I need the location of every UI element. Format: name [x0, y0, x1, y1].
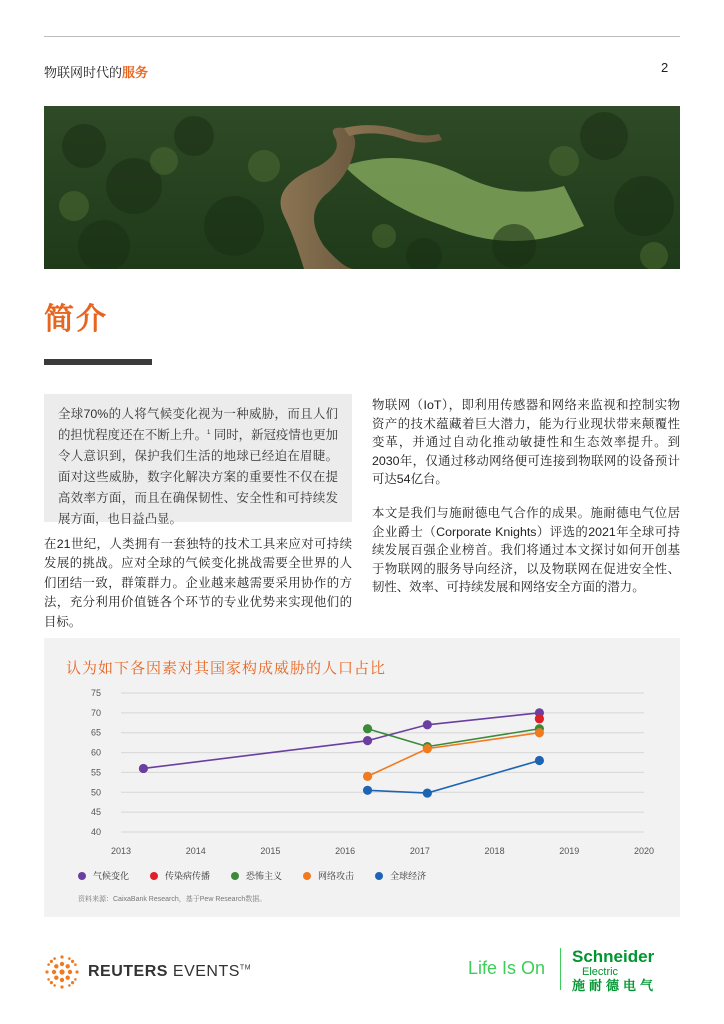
- electric-wordmark: Electric: [582, 966, 619, 978]
- legend-label: 气候变化: [93, 871, 130, 881]
- chart-panel: [44, 638, 680, 917]
- reuters-wordmark-bold: REUTERS: [88, 963, 168, 980]
- top-rule: [44, 36, 680, 37]
- series-line: [368, 733, 540, 777]
- callout-text-b: 同时，新冠疫情也更加令人意识到，保护我们生活的地球已经迫在眉睫。面对这些威胁，数字化解决方案的重要性不仅在提高效率方面，而且在确保韧性、安全性和可持续发展方面，也日益凸显。: [58, 428, 339, 526]
- chart-title: 认为如下各因素对其国家构成威胁的人口占比: [66, 660, 387, 677]
- y-tick-label: 55: [91, 767, 102, 778]
- hero-image-river-forest: [44, 106, 680, 269]
- x-tick-label: 2013: [110, 846, 132, 856]
- y-tick-label: 40: [91, 827, 102, 837]
- intro-callout-box: [44, 394, 352, 526]
- legend-swatch: [150, 872, 158, 880]
- data-point: [535, 728, 544, 737]
- chart-source: 资料来源：CaixaBank Research，基于Pew Research数据。: [78, 896, 267, 903]
- y-tick-label: 65: [91, 727, 102, 738]
- legend-swatch: [303, 872, 311, 880]
- page-number: 2: [661, 60, 669, 75]
- y-tick-label: 50: [91, 787, 102, 798]
- legend-swatch: [231, 872, 239, 880]
- data-point: [535, 756, 544, 765]
- data-point: [363, 786, 372, 795]
- legend-label: 恐怖主义: [246, 871, 283, 881]
- legend-item: [303, 869, 354, 882]
- y-tick-label: 75: [91, 688, 102, 698]
- callout-text-a: 全球70%的人将气候变化视为一种威胁，而且人们的担忧程度还在不断上升。: [58, 407, 338, 442]
- reuters-events-wordmark: [88, 963, 251, 981]
- legend-label: 传染病传播: [165, 871, 211, 881]
- y-tick-label: 45: [91, 807, 102, 818]
- footnote-ref: 1: [207, 429, 211, 436]
- x-tick-label: 2018: [484, 846, 505, 856]
- x-tick-label: 2017: [409, 846, 430, 856]
- series-line: [368, 729, 540, 747]
- data-point: [423, 744, 432, 753]
- legend-item: [231, 869, 282, 882]
- body-paragraph-right-2: 本文是我们与施耐德电气合作的成果。施耐德电气位居企业爵士（Corporate Knights）评选的2021年全球可持续发展百强企业榜首。我们将通过本文探讨如何开创基于物联网的服务导向经济，以及物联网在促进安全性、韧性、效率、可持续发展和网络安全方面的潜力。: [372, 506, 680, 595]
- legend-swatch: [375, 872, 383, 880]
- section-title: 简介: [44, 303, 108, 336]
- x-tick-label: 2020: [633, 846, 655, 856]
- data-point: [363, 772, 372, 781]
- schneider-electric-logo: [572, 948, 672, 994]
- legend-item: [375, 869, 426, 882]
- body-paragraph-right-1: 物联网（IoT），即利用传感器和网络来监视和控制实物资产的技术蕴藏着巨大潜力，能为行业现状带来颠覆性变革，并通过自动化推动敏捷性和生态效率提升。到2030年，仅通过移动网络便可连接到物联网的设备预计可达54亿台。: [372, 398, 680, 487]
- legend-item: [78, 869, 129, 882]
- events-wordmark: EVENTS: [167, 963, 240, 980]
- data-point: [423, 720, 432, 729]
- chart-legend: [78, 869, 447, 882]
- footer-divider: [560, 948, 561, 990]
- series-line: [368, 761, 540, 794]
- reuters-dots-icon: [44, 954, 80, 990]
- callout-text: [58, 404, 338, 530]
- legend-item: [150, 869, 210, 882]
- y-tick-label: 60: [91, 747, 102, 758]
- data-point: [423, 788, 432, 797]
- schneider-chinese-name: 施耐德电气: [572, 978, 658, 993]
- schneider-wordmark: Schneider: [572, 947, 655, 966]
- x-tick-label: 2016: [335, 846, 356, 856]
- x-tick-label: 2019: [559, 846, 580, 856]
- data-point: [363, 736, 372, 745]
- body-paragraph-left: 在21世纪，人类拥有一套独特的技术工具来应对可持续发展的挑战。应对全球的气候变化挑战需要全世界的人们团结一致，群策群力。企业越来越需要采用协作的方法，充分利用价值链各个环节的专业优势来实现他们的目标。: [44, 537, 352, 629]
- data-point: [535, 714, 544, 723]
- legend-label: 全球经济: [390, 871, 427, 881]
- running-header: [44, 62, 148, 81]
- y-tick-label: 70: [91, 707, 102, 718]
- header-title-accent: 服务: [122, 65, 149, 80]
- x-tick-label: 2014: [185, 846, 206, 856]
- trademark-mark: TM: [239, 964, 252, 972]
- reuters-events-logo: [44, 954, 251, 990]
- section-title-rule: [44, 359, 152, 365]
- x-tick-label: 2015: [260, 846, 281, 856]
- life-is-on-logo: Life Is On: [468, 958, 546, 978]
- data-point: [363, 724, 372, 733]
- data-point: [139, 764, 148, 773]
- legend-label: 网络攻击: [318, 871, 355, 881]
- legend-swatch: [78, 872, 86, 880]
- header-title-prefix: 物联网时代的: [44, 65, 123, 80]
